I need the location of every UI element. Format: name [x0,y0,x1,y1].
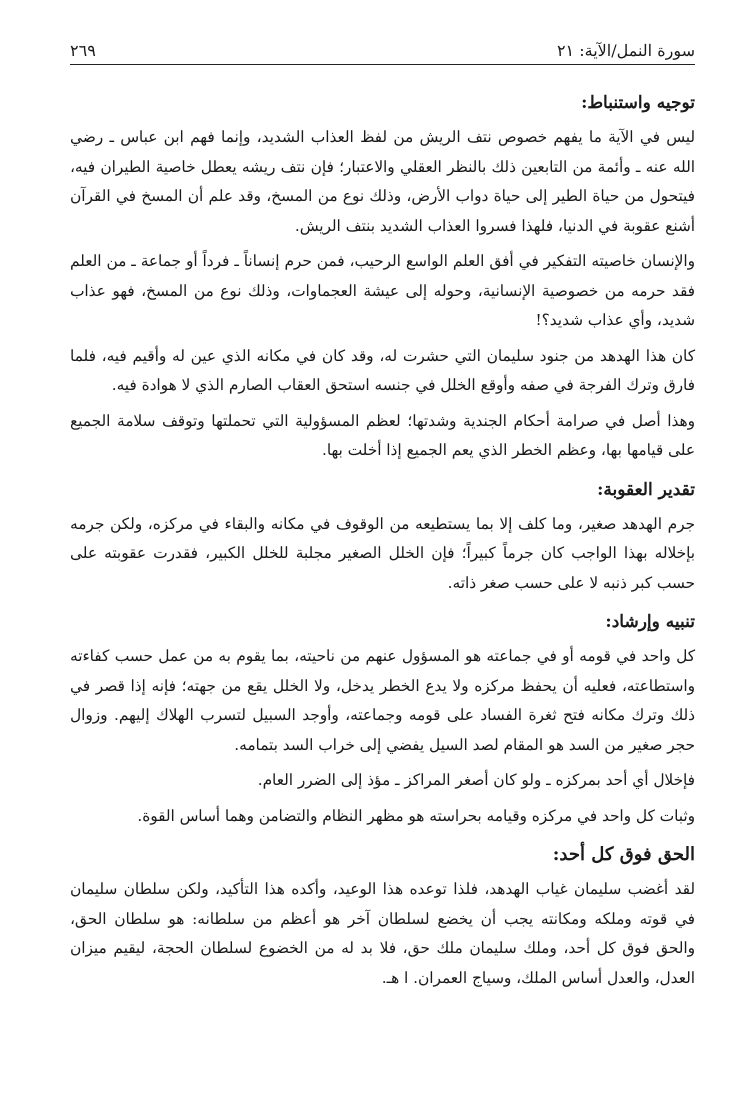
page-number: ٢٦٩ [70,41,96,60]
surah-verse-label: سورة النمل/الآية: ٢١ [556,41,695,60]
paragraph: كان هذا الهدهد من جنود سليمان التي حشرت له، وقد كان في مكانه الذي عين له وأقيم فيه، فلما فارق وترك الفرجة في صفه وأوقع الخلل في جنسه استحق العقاب الصارم الذي لا هوادة فيه. [70,346,695,394]
section-punishment [70,476,695,599]
section-heading: تقدير العقوبة: [597,479,695,500]
running-header [70,30,695,60]
paragraph: وثبات كل واحد في مركزه وقيامه بحراسته هو مظهر النظام والتضامن وهما أساس القوة. [137,806,695,825]
section-advice [70,608,695,831]
paragraph: فإخلال أي أحد بمركزه ـ ولو كان أصغر المراكز ـ مؤذ إلى الضرر العام. [257,771,695,789]
section-heading: الحق فوق كل أحد: [552,844,695,865]
paragraph: وهذا أصل في صرامة أحكام الجندية وشدتها؛ لعظم المسؤولية التي تحملتها وتوقف سلامة الجميع على قيامها بها، وعظم الخطر الذي يعم الجميع إذا أخلت بها. [70,411,695,459]
paragraph: لقد أغضب سليمان غياب الهدهد، فلذا توعده هذا الوعيد، وأكده هذا التأكيد، ولكن سلطان سليمان في قوته وملكه ومكانته يجب أن يخضع لسلطان آخر هو أعظم من سلطانه: هو سلطان الحق، والحق فوق كل أحد، وملك سليمان ملك حق، فلا بد له من الخضوع لسلطان الحجة، ليقيم ميزان العدل، والعدل أساس الملك، وسياج العمران. ا هـ. [70,880,695,987]
paragraph: جرم الهدهد صغير، وما كلف إلا بما يستطيعه من الوقوف في مكانه والبقاء في مركزه، ولكن جرمه بإخلاله بهذا الواجب كان جرماً كبيراً؛ فإن الخلل الصغير مجلبة للخلل الكبير، فقدرت عقوبته على حسب كبر ذنبه لا على حسب صغر ذاته. [70,514,695,592]
paragraph: كل واحد في قومه أو في جماعته هو المسؤول عنهم من ناحيته، بما يقوم به من عمل حسب كفاءته واستطاعته، فعليه أن يحفظ مركزه ولا يدع الخطر يدخل، ولا الخلل يقع من جهته؛ فإنه إذا قصر في ذلك وترك مكانه فتح ثغرة الفساد على قومه وجماعته، وأوجد السبيل لتسرب الهلاك إليهم. وزوال حجر صغير من السد هو المقام لصد السيل يفضي إلى خراب السد بتمامه. [70,647,695,754]
section-heading: تنبيه وإرشاد: [605,612,695,632]
header-rule [70,64,695,65]
section-guidance [70,89,695,466]
book-page [70,30,695,1003]
paragraph: والإنسان خاصيته التفكير في أفق العلم الواسع الرحيب، فمن حرم إنساناً ـ فرداً أو جماعة ـ من العلم فقد حرمه من خصوصية الإنسانية، وحوله إلى عيشة العجماوات، وذلك نوع من المسخ، فهو عذاب شديد، وأي عذاب شديد؟! [70,252,695,329]
section-truth [70,841,695,993]
section-heading: توجيه واستنباط: [581,93,695,113]
paragraph: ليس في الآية ما يفهم خصوص نتف الريش من لفظ العذاب الشديد، وإنما فهم ابن عباس ـ رضي الله عنه ـ وأئمة من التابعين ذلك بالنظر العقلي والاعتبار؛ فإن نتف ريشه يعطل خاصية الطيران فيه، فيتحول من حياة الطير إلى حياة دواب الأرض، وذلك نوع من المسخ، وقد علم أن المسخ في القرآن أشنع عقوبة في الدنيا، فلهذا فسروا العذاب الشديد بنتف الريش. [70,128,695,235]
